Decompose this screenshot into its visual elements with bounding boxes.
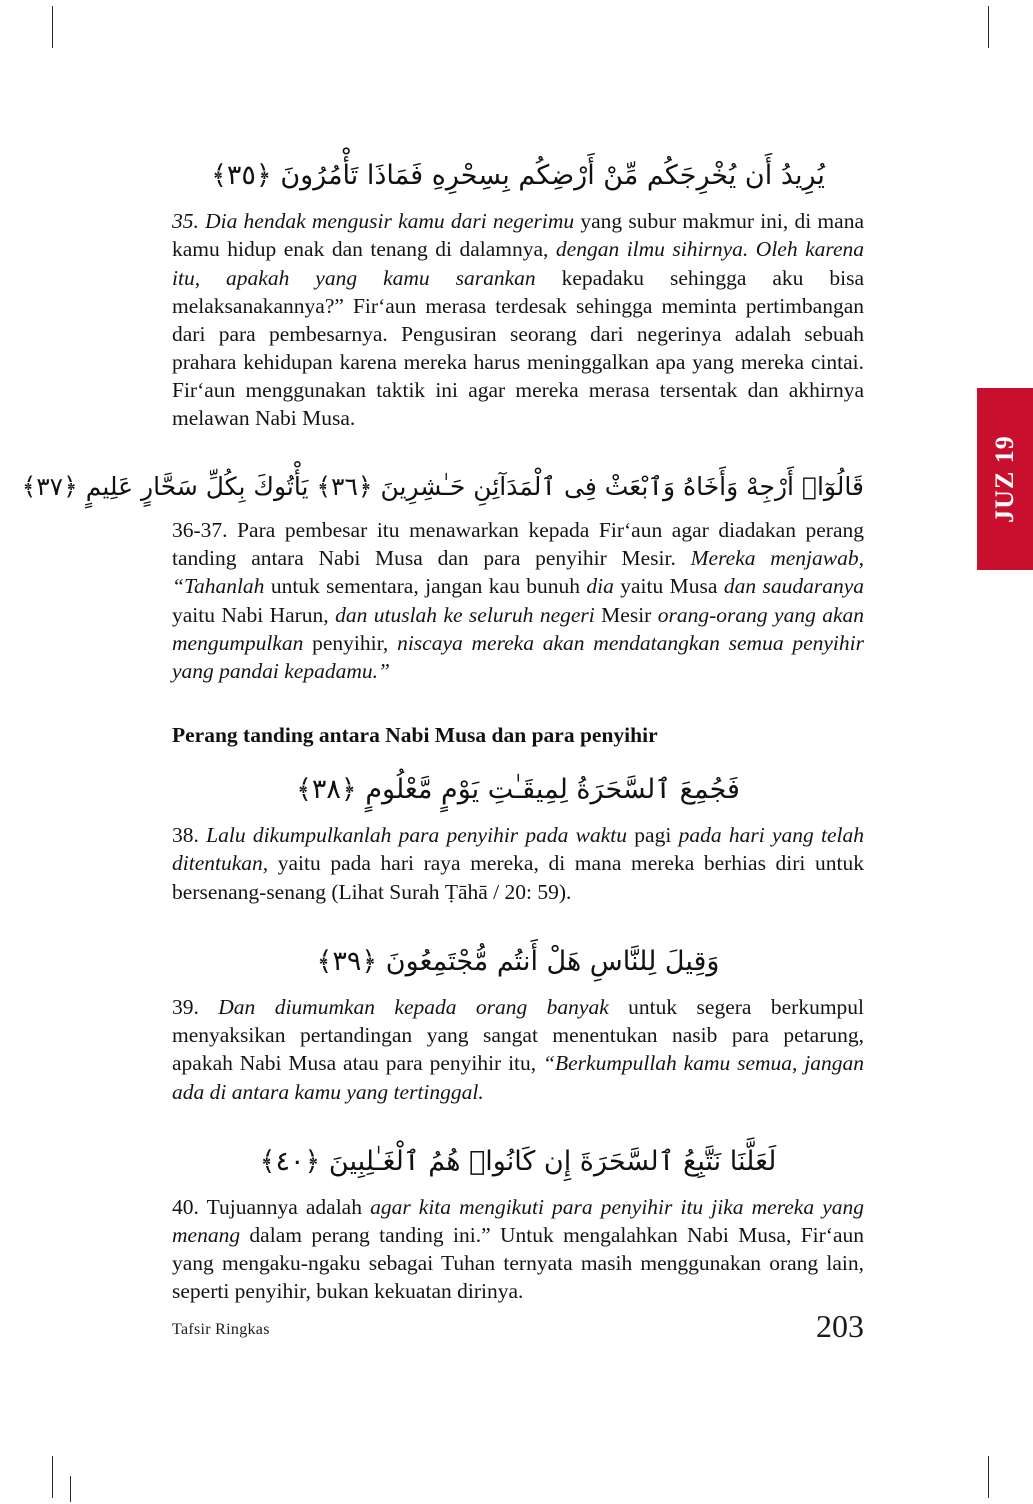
footer-book-title: Tafsir Ringkas (172, 1321, 270, 1338)
juz-tab (977, 388, 1033, 570)
crop-mark-bottom-left-inner (70, 1476, 71, 1502)
ayat-36-37-tafsir: 36-37. Para pembesar itu menawarkan kepada Fir‘aun agar diadakan perang tanding antara Nabi Musa dan para penyihir Mesir. Mereka menjawab, “Tahanlah untuk sementara, jangan kau bunuh dia yaitu Musa dan saudaranya yaitu Nabi Harun, dan utuslah ke seluruh negeri Mesir orang-orang yang akan mengumpulkan penyihir, niscaya mereka akan mendatangkan semua penyihir yang pandai kepadamu.” (172, 518, 865, 683)
spacer (172, 754, 864, 764)
page-content (21, 150, 865, 1350)
page-footer (172, 1308, 864, 1345)
crop-mark-bottom-left (52, 1456, 53, 1498)
ayat-35-tafsir: 35. Dia hendak mengusir kamu dari negerimu yang subur makmur ini, di mana kamu hidup enak dan tenang di dalamnya, dengan ilmu sihirnya. Oleh karena itu, apakah yang kamu sarankan kepadaku sehingga aku bisa melaksanakannya?” Fir‘aun merasa terdesak sehingga meminta pertimbangan dari para pembesarnya. Pengusiran seorang dari negerinya adalah sebuah prahara kehidupan karena mereka harus meninggalkan apa yang mereka cintai. Fir‘aun menggunakan taktik ini agar mereka merasa tersentak dan akhirnya melawan Nabi Musa. (172, 209, 864, 431)
ayat-36-37-arabic: قَالُوٓا۟ أَرْجِهْ وَأَخَاهُ وَٱبْعَثْ فِى ٱلْمَدَآئِنِ حَـٰشِرِينَ ﴿٣٦﴾ يَأْتُوكَ بِكُلِّ سَحَّارٍ عَلِيمٍ ﴿٣٧﴾ (21, 471, 864, 501)
ayat-39-tafsir: 39. Dan diumumkan kepada orang banyak untuk segera berkumpul menyaksikan pertandingan yang sangat menentukan nasib para petarung, apakah Nabi Musa atau para penyihir itu, “Berkumpullah kamu semua, jangan ada di antara kamu yang tertinggal. (172, 995, 865, 1104)
spacer (172, 1110, 864, 1136)
spacer (172, 437, 864, 463)
spacer (172, 910, 864, 936)
juz-tab-label: JUZ 19 (990, 435, 1019, 523)
section-subheading: Perang tanding antara Nabi Musa dan para penyihir (172, 722, 658, 747)
ayat-35-arabic: يُرِيدُ أَن يُخْرِجَكُم مِّنْ أَرْضِكُم بِسِحْرِهِ فَمَاذَا تَأْمُرُونَ ﴿٣٥﴾ (211, 160, 825, 191)
page-number: 203 (816, 1308, 864, 1344)
ayat-38-tafsir: 38. Lalu dikumpulkanlah para penyihir pada waktu pagi pada hari yang telah ditentukan, yaitu pada hari raya mereka, di mana mereka berhias diri untuk bersenang-senang (Lihat Surah Ṭāhā / 20: 59). (172, 823, 865, 904)
ayat-40-arabic: لَعَلَّنَا نَتَّبِعُ ٱلسَّحَرَةَ إِن كَانُوا۟ هُمُ ٱلْغَـٰلِبِينَ ﴿٤٠﴾ (259, 1145, 777, 1177)
ayat-40-tafsir: 40. Tujuannya adalah agar kita mengikuti para penyihir itu jika mereka yang menang dalam perang tanding ini.” Untuk mengalahkan Nabi Musa, Fir‘aun yang mengaku-ngaku sebagai Tuhan ternyata masih menggunakan orang lain, seperti penyihir, bukan kekuatan dirinya. (172, 1194, 864, 1304)
ayat-38-arabic: فَجُمِعَ ٱلسَّحَرَةُ لِمِيقَـٰتِ يَوْمٍ مَّعْلُومٍ ﴿٣٨﴾ (296, 773, 740, 805)
spacer (172, 689, 864, 723)
crop-mark-bottom-right (988, 1456, 989, 1498)
crop-mark-top-right (988, 6, 989, 48)
crop-mark-top-left (52, 6, 53, 48)
ayat-39-arabic: وَقِيلَ لِلنَّاسِ هَلْ أَنتُم مُّجْتَمِعُونَ ﴿٣٩﴾ (316, 945, 720, 977)
